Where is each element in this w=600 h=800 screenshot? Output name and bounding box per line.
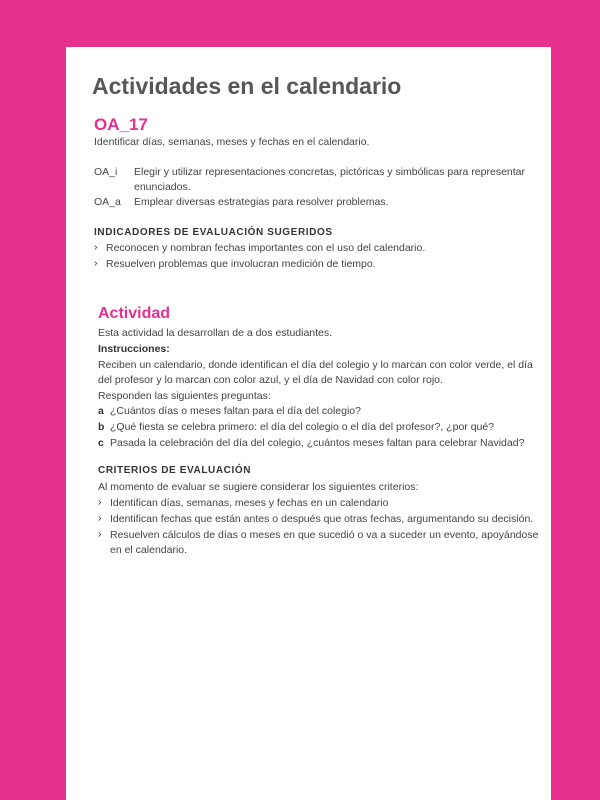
questions-intro: Responden las siguientes preguntas:: [98, 390, 271, 402]
question-letter-a: a: [98, 405, 104, 417]
bullet-icon: ›: [98, 496, 102, 508]
oa-sub-text-1a: Elegir y utilizar representaciones concretas, pictóricas y simbólicas para representar: [134, 166, 526, 178]
criteria-item-3a: Resuelven cálculos de días o meses en que sucedió o va a suceder un evento, apoyándose: [110, 529, 539, 541]
bullet-icon: ›: [94, 257, 98, 269]
activity-title: Actividad: [98, 305, 171, 322]
bullet-icon: ›: [98, 512, 102, 524]
oa-description: Identificar días, semanas, meses y fechas en el calendario.: [94, 136, 370, 148]
indicator-item-2: Resuelven problemas que involucran medición de tiempo.: [106, 258, 376, 270]
oa-sub-text-2: Emplear diversas estrategias para resolver problemas.: [134, 196, 389, 208]
bullet-icon: ›: [94, 241, 98, 253]
question-a: ¿Cuántos días o meses faltan para el día del colegio?: [110, 405, 361, 417]
oa-sub-text-1b: enunciados.: [134, 181, 191, 193]
activity-intro: Esta actividad la desarrollan de a dos estudiantes.: [98, 327, 333, 339]
instructions-line-2: del profesor y lo marcan con color azul, y el día de Navidad con color rojo.: [98, 374, 443, 386]
criteria-heading: CRITERIOS DE EVALUACIÓN: [98, 465, 252, 476]
criteria-item-1: Identifican días, semanas, meses y fechas en un calendario: [110, 497, 389, 509]
instructions-line-1: Reciben un calendario, donde identifican el día del colegio y lo marcan con color verde, el día: [98, 359, 533, 371]
oa-code: OA_17: [94, 115, 148, 134]
oa-sub-code-2: OA_a: [94, 196, 121, 208]
bullet-icon: ›: [98, 528, 102, 540]
criteria-item-3b: en el calendario.: [110, 544, 188, 556]
document-page: [66, 47, 551, 800]
question-letter-b: b: [98, 421, 105, 433]
question-c: Pasada la celebración del día del colegio, ¿cuántos meses faltan para celebrar Navidad?: [110, 437, 525, 449]
indicator-item-1: Reconocen y nombran fechas importantes con el uso del calendario.: [106, 242, 426, 254]
page-title: Actividades en el calendario: [92, 73, 402, 99]
question-letter-c: c: [98, 437, 104, 449]
instructions-label: Instrucciones:: [98, 343, 170, 355]
criteria-intro: Al momento de evaluar se sugiere considerar los siguientes criterios:: [98, 481, 419, 493]
indicators-heading: INDICADORES DE EVALUACIÓN SUGERIDOS: [94, 227, 333, 238]
criteria-item-2: Identifican fechas que están antes o después que otras fechas, argumentando su decisión.: [110, 513, 534, 525]
question-b: ¿Qué fiesta se celebra primero: el día del colegio o el día del profesor?, ¿por qué?: [110, 421, 495, 433]
oa-sub-code-1: OA_i: [94, 166, 118, 178]
